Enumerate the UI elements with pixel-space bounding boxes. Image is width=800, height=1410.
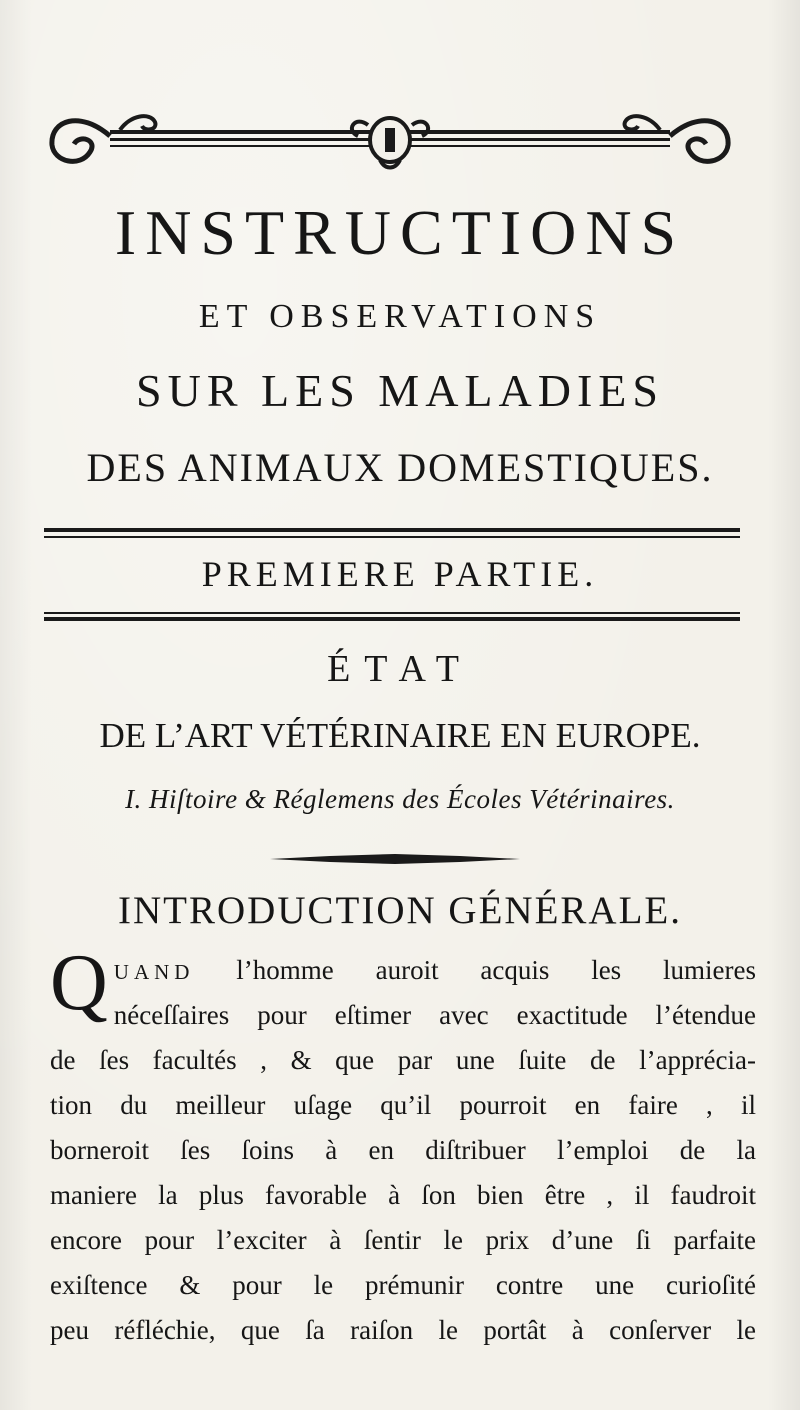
first-line-text: l’homme auroit acquis les lumieres <box>236 955 756 985</box>
body-line-1 <box>50 948 756 993</box>
title-line-2: ET OBSERVATIONS <box>198 298 602 335</box>
section-subtitle: DE L’ART VÉTÉRINAIRE EN EUROPE. <box>99 716 701 755</box>
body-line: néceſſaires pour eſtimer avec exactitude l’étendue <box>113 1000 756 1030</box>
body-line: de ſes facultés , & que par une ſuite de l’apprécia- <box>50 1045 756 1075</box>
body-line: tion du meilleur uſage qu’il pourroit en faire , il <box>50 1090 756 1120</box>
body-line: encore pour l’exciter à ſentir le prix d’une ſi parfaite <box>50 1225 756 1255</box>
title-line-1: INSTRUCTIONS <box>114 197 686 268</box>
rule-mid-thick <box>44 617 740 621</box>
title-line-3: SUR LES MALADIES <box>136 365 664 416</box>
part-heading: PREMIERE PARTIE. <box>201 554 599 594</box>
small-caps-word: UAND <box>113 960 195 984</box>
body-line: peu réfléchie, que ſa raiſon le portât à conſerver le <box>50 1315 756 1345</box>
body-line: maniere la plus favorable à ſon bien être , il faudroit <box>50 1180 756 1210</box>
header-ornament <box>40 100 740 180</box>
body-line: borneroit ſes ſoins à en diſtribuer l’emploi de la <box>50 1135 756 1165</box>
drop-cap: Q <box>50 939 108 1027</box>
section-item: I. Hiſtoire & Réglemens des Écoles Vétérinaires. <box>125 784 675 814</box>
body-paragraph <box>50 939 756 1353</box>
introduction-heading: INTRODUCTION GÉNÉRALE. <box>118 889 682 932</box>
section-title: ÉTAT <box>327 648 473 690</box>
small-divider <box>270 852 520 866</box>
rule-top-thin <box>44 536 740 538</box>
rule-top-thick <box>44 528 740 532</box>
rule-mid-thin <box>44 612 740 614</box>
body-line: exiſtence & pour le prémunir contre une curioſité <box>50 1270 756 1300</box>
title-line-4: DES ANIMAUX DOMESTIQUES. <box>86 445 714 490</box>
